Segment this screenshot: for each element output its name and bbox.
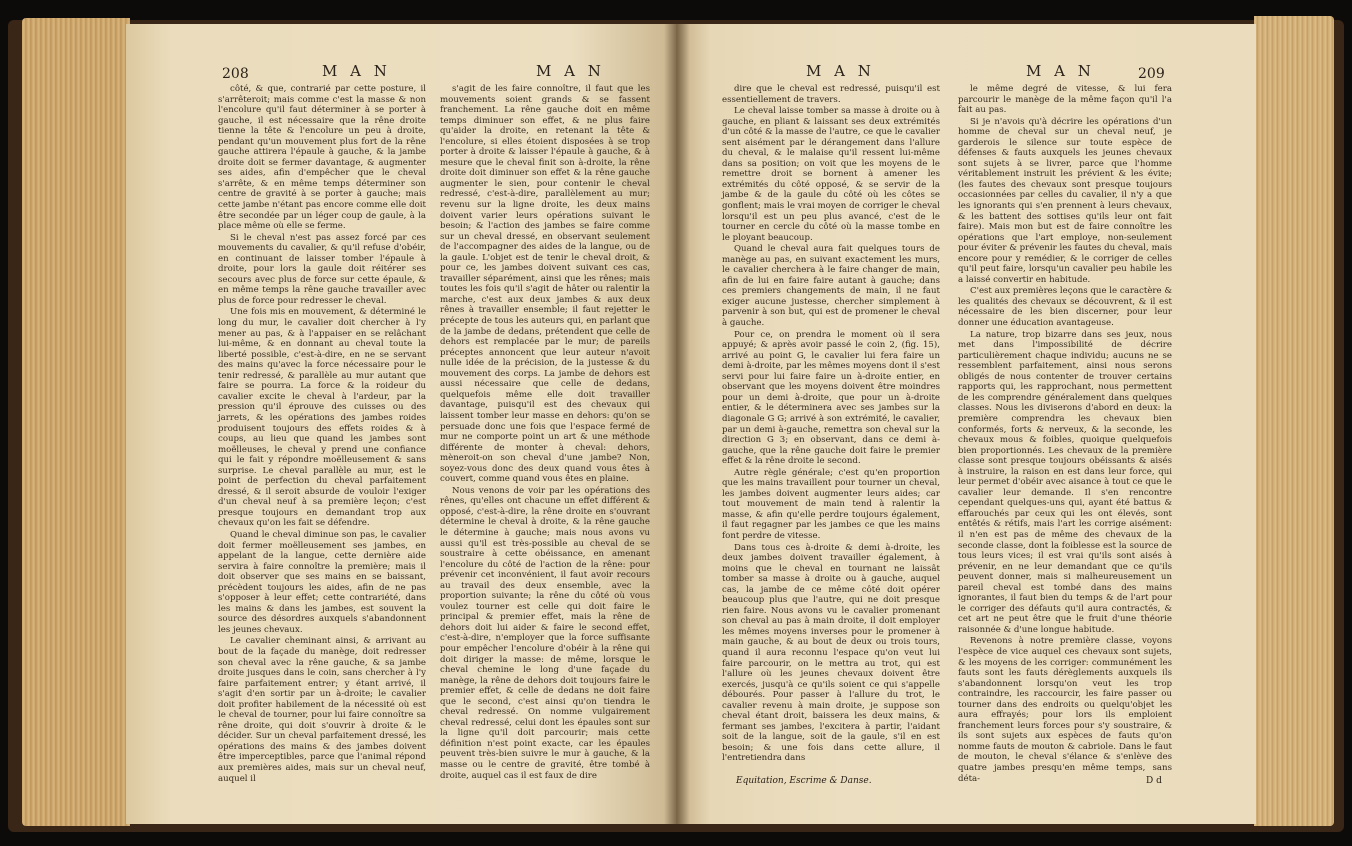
paragraph: Une fois mis en mouvement, & déterminé le long du mur, le cavalier doit chercher à l'y mener au pas, & à l'appaiser en se relâchant lui-même, & en donnant au cheval toute la liberté possible, c'est-à-dire, en ne se servant des mains qu'avec la force nécessaire pour le tenir redressé, & parallèle au mur autant que faire se pourra. La force & la roideur du cavalier excite le cheval à l'ardeur, par la pression qu'il éprouve des cuisses ou des jarrets, & les opérations des jambes roides produisent toujours des effets roides & à coups, au lieu que quand les jambes sont moëlleuses, le cheval y prend une confiance qui le fait y répondre moëlleusement & sans surprise. Le cheval parallèle au mur, est le point de perfection du cheval parfaitement dressé, & il seroit absurde de vouloir l'exiger d'un cheval neuf à sa première leçon; c'est presque toujours en demandant trop aux chevaux qu'on les fait se défendre. (218, 307, 426, 529)
left-page-edges (22, 18, 130, 826)
paragraph: Dans tous ces à-droite & demi à-droite, les deux jambes doivent travailler également, à moins que le cheval en tournant ne laissât tomber sa masse à droite ou à gauche, auquel cas, la jambe de ce même côté doit opérer beaucoup plus que l'autre, qui ne doit presque rien faire. Nous avons vu le cavalier promenant son cheval au pas à main droite, il doit employer les mêmes moyens inverses pour le promener à main gauche, & au bout de deux ou trois tours, quand il aura reconnu l'espace qu'on veut lui faire parcourir, on le mettra au trot, qui est l'allure où les jeunes chevaux doivent être exercés, jusqu'à ce qu'ils soient ce qui s'appelle débourés. Pour passer à l'allure du trot, le cavalier revenu à main droite, je suppose son cheval étant droit, baissera les deux mains, & fermant ses jambes, l'excitera à partir, l'aidant soit de la langue, soit de la gaule, s'il en est besoin; & une fois dans cette allure, il l'entretiendra dans (722, 542, 940, 764)
book-gutter (664, 24, 690, 824)
paragraph: La nature, trop bizarre dans ses jeux, nous met dans l'impossibilité de décrire particulièrement chaque individu; aucuns ne se ressemblent parfaitement, ainsi nous serons obligés de nous contenter de trouver certains rapports qui, les rapprochant, nous permettent de les comprendre généralement dans quelques classes. Nous les diviserons d'abord en deux: la première comprendra les chevaux bien conformés, forts & nerveux, & la seconde, les chevaux mous & foibles, quoique quelquefois bien proportionnés. Les chevaux de la première classe sont presque toujours obéissants & aisés à instruire, la raison en est dans leur force, qui leur permet d'obéir avec aisance à tout ce que le cavalier leur demande. Il s'en rencontre cependant quelques-uns qui, ayant été battus & effarouchés par ceux qui les ont élevés, sont entêtés & rétifs, mais l'art les corrige aisément: il n'en est pas de même des chevaux de la seconde classe, dont la foiblesse est la source de tous leurs vices; il est vrai qu'ils sont aisés à prévenir, en ne leur demandant que ce qu'ils peuvent donner, mais si malheureusement un pareil cheval est tombé dans des mains ignorantes, il faut bien du temps & de l'art pour le corriger des défauts qu'il aura contractés, & cet art ne peut être que le fruit d'une théorie raisonnée & d'une longue habitude. (958, 329, 1172, 635)
left-column-1 (218, 84, 426, 784)
right-page (676, 24, 1256, 824)
paragraph: dire que le cheval est redressé, puisqu'il est essentiellement de travers. (722, 84, 940, 105)
left-page (126, 24, 680, 824)
right-running-head-2: M A N (1026, 62, 1095, 80)
paragraph: Nous venons de voir par les opérations des rênes, qu'elles ont chacune un effet différent & opposé, c'est-à-dire, la rêne droite en s'ouvrant détermine le cheval à droite, & la rêne gauche le détermine à gauche; mais nous avons vu aussi qu'il est très-possible au cheval de se soustraire à cette obéissance, en amenant l'encolure du côté de l'action de la rêne: pour prévenir cet inconvénient, il faut avoir recours au travail des deux ensemble, avec la proportion suivante; la rêne du côté où vous voulez tourner est celle qui doit faire le principal & premier effet, mais la rêne de dehors doit lui aider & faire le second effet, c'est-à-dire, n'employer que la force suffisante pour empêcher l'encolure d'obéir à la rêne qui doit diriger la masse: de même, lorsque le cheval chemine le long d'une façade du manège, la rêne de dehors doit toujours faire le premier effet, & celle de dedans ne doit faire que le second, c'est ainsi qu'on tiendra le cheval redressé. On nomme vulgairement cheval redressé, celui dont les épaules sont sur la ligne qu'il doit parcourir; mais cette définition n'est point exacte, car les épaules peuvent très-bien suivre le mur à gauche, & la masse ou le centre de gravité, être tombé à droite, auquel cas il est faux de dire (440, 485, 650, 781)
paragraph: Autre règle générale; c'est qu'en proportion que les mains travaillent pour tourner un cheval, les jambes doivent augmenter leurs aides; car tout mouvement de main tend à ralentir la masse, & afin qu'elle perdre toujours également, il faut regagner par les jambes ce que les mains font perdre de vitesse. (722, 467, 940, 541)
paragraph: Pour ce, on prendra le moment où il sera appuyé; & après avoir passé le coin 2, (fig. 15), arrivé au point G, le cavalier lui fera faire un demi à-droite, par les mêmes moyens dont il s'est servi pour lui faire faire un à-droite entier, en observant que les moyens doivent être moindres pour un demi à-droite, que pour un à-droite entier, & le déterminera avec ses jambes sur la diagonale G G; arrivé à son extrémité, le cavalier, par un demi à-gauche, remettra son cheval sur la direction G 3; en observant, dans ce demi à-gauche, que la rêne gauche doit faire le premier effet & la rêne droite le second. (722, 329, 940, 467)
right-running-head: M A N (806, 62, 875, 80)
paragraph: côté, & que, contrarié par cette posture, il s'arrêteroit; mais comme c'est la masse & non l'encolure qu'il faut déterminer à se porter à gauche, il est nécessaire que la rêne droite tienne la tête & l'encolure un peu à droite, pendant qu'un mouvement plus fort de la rêne gauche attirera l'épaule à gauche, & la jambe droite doit se fermer davantage, & augmenter ses aides, afin d'empêcher que le cheval s'arrête, & en même temps déterminer son centre de gravité à se porter à gauche; mais cette jambe n'étant pas encore comme elle doit être secondée par un léger coup de gaule, à la place même où elle se ferme. (218, 84, 426, 232)
volume-signature: Equitation, Escrime & Danse. (736, 776, 872, 786)
left-column-2 (440, 84, 650, 781)
right-page-edges (1254, 16, 1334, 826)
paragraph: C'est aux premières leçons que le caractère & les qualités des chevaux se découvrent, & il est nécessaire de les bien discerner, pour leur donner une éducation avantageuse. (958, 286, 1172, 329)
left-page-number: 208 (222, 66, 249, 82)
left-running-head: M A N (322, 62, 391, 80)
paragraph: Si le cheval n'est pas assez forcé par ces mouvements du cavalier, & qu'il refuse d'obéir, en continuant de laisser tomber l'épaule à droite, pour lors la gaule doit réitérer ses secours avec plus de force sur cette épaule, & en même temps la rêne gauche travailler avec plus de force pour redresser le cheval. (218, 232, 426, 306)
paragraph: Si je n'avois qu'à décrire les opérations d'un homme de cheval sur un cheval neuf, je garderois le silence sur toute espèce de défenses & fauts auxquels les jeunes chevaux sont sujets à se livrer, parce que l'homme véritablement instruit les prévient & les évite; (les fautes des chevaux sont presque toujours occasionnées par celles du cavalier, il n'y a que les ignorants qui s'en prennent à leurs chevaux, & les battent des sottises qu'ils leur ont fait faire). Mais mon but est de faire connoître les opérations que l'art employe, non-seulement pour éviter & prévenir les fautes du cheval, mais encore pour y remédier, & le corriger de celles qu'il peut faire, lorsqu'un cavalier peu habile les a laissé convertir en habitude. (958, 116, 1172, 285)
paragraph: s'agit de les faire connoître, il faut que les mouvements soient grands & se fassent franchement. La rêne gauche doit en même temps diminuer son effet, & ne plus faire qu'aider la droite, en retenant la tête & l'encolure, si elles étoient disposées à se trop porter à droite & laisser l'épaule à gauche, & à mesure que le cheval finit son à-droite, la rêne droite doit diminuer son effet & la rêne gauche augmenter le sien, pour contenir le cheval redressé, c'est-à-dire, parallèlement au mur; revenu sur la ligne droite, les deux mains doivent varier leurs opérations suivant le besoin; & l'action des jambes se faire comme sur un cheval dressé, en observant seulement de l'accompagner des aides de la langue, ou de la gaule. L'objet est de tenir le cheval droit, & pour ce, les jambes doivent suivant ces cas, travailler séparément, ainsi que les rênes; mais toutes les fois qu'il s'agit de hâter ou ralentir la marche, c'est aux deux jambes & aux deux rênes à travailler ensemble; il faut rejetter le précepte de tous les auteurs qui, en parlant que de la jambe de dedans, prétendent que celle de dehors est remplacée par le mur; de pareils préceptes annoncent que leur auteur n'avoit nulle idée de la précision, de la justesse & du mouvement des corps. La jambe de dehors est aussi nécessaire que celle de dedans, quelquefois même elle doit travailler davantage, puisqu'il est des chevaux qui laissent tomber leur masse en dehors: qu'on se persuade donc une fois que l'espace fermé de mur ne comporte point un art & une méthode différente de monter à cheval: dehors, mèneroit-on son cheval d'une jambe? Non, soyez-vous donc des deux quand vous êtes à couvert, comme quand vous êtes en plaine. (440, 84, 650, 485)
right-page-number: 209 (1138, 66, 1165, 82)
right-column-1 (722, 84, 940, 774)
signature-mark: D d (1146, 776, 1162, 786)
left-running-head-2: M A N (536, 62, 605, 80)
paragraph: Quand le cheval diminue son pas, le cavalier doit fermer moëlleusement ses jambes, en appelant de la langue, cette dernière aide servira à faire connoître la première; mais il doit observer que ses mains en se baissant, précèdent toujours les aides, afin de ne pas s'opposer à leur effet; cette contrariété, dans les mains & dans les jambes, est souvent la source des désordres auxquels s'abandonnent les jeunes chevaux. (218, 529, 426, 635)
paragraph: Quand le cheval aura fait quelques tours de manège au pas, en suivant exactement les murs, le cavalier cherchera à le faire changer de main, afin de lui en faire faire autant à gauche; dans ces premiers changements de main, il ne faut exiger aucune justesse, chercher simplement à parvenir à son but, qui est de promener le cheval à gauche. (722, 244, 940, 329)
paragraph: le même degré de vitesse, & lui fera parcourir le manège de la même façon qu'il l'a fait au pas. (958, 84, 1172, 116)
paragraph: Le cavalier cheminant ainsi, & arrivant au bout de la façade du manège, doit redresser son cheval avec la rêne gauche, & sa jambe droite jusques dans le coin, sans chercher à l'y faire parfaitement entrer; y étant arrivé, il s'agit d'en sortir par un à-droite; le cavalier doit profiter habilement de la nécessité où est le cheval de tourner, pour lui faire connoître sa rêne droite, qui doit s'ouvrir à droite & le décider. Sur un cheval parfaitement dressé, les opérations des mains & des jambes doivent être imperceptibles, parce que l'animal répond aux premières aides, mais sur un cheval neuf, auquel il (218, 636, 426, 784)
paragraph: Revenons à notre première classe, voyons l'espèce de vice auquel ces chevaux sont sujets, & les moyens de les corriger: communément les fauts sont les fauts dérèglements auxquels ils s'abandonnent lorsqu'on veut les trop contraindre, les raccourcir, les faire passer ou tourner dans des endroits ou quelqu'objet les aura effrayés; pour lors ils emploient franchement leurs forces pour s'y soustraire, & ils sont sujets aux espèces de fauts qu'on nomme fauts de mouton & cabriole. Dans le faut de mouton, le cheval s'élance & s'enlève des quatre jambes presqu'en même temps, sans déta- (958, 636, 1172, 784)
paragraph: Le cheval laisse tomber sa masse à droite ou à gauche, en pliant & laissant ses deux extrémités d'un côté & la masse de l'autre, ce que le cavalier sent aisément par le dérangement dans l'allure du cheval, & le malaise qu'il ressent lui-même dans sa position; on voit que les moyens de le remettre droit se bornent à amener les extrémités du côté opposé, & se servir de la jambe & de la gaule du côté où les côtes se gonflent; mais le vrai moyen de corriger le cheval lorsqu'il est un peu plus avancé, c'est de le tourner en cercle du côté où la masse tombe en le ployant beaucoup. (722, 106, 940, 243)
